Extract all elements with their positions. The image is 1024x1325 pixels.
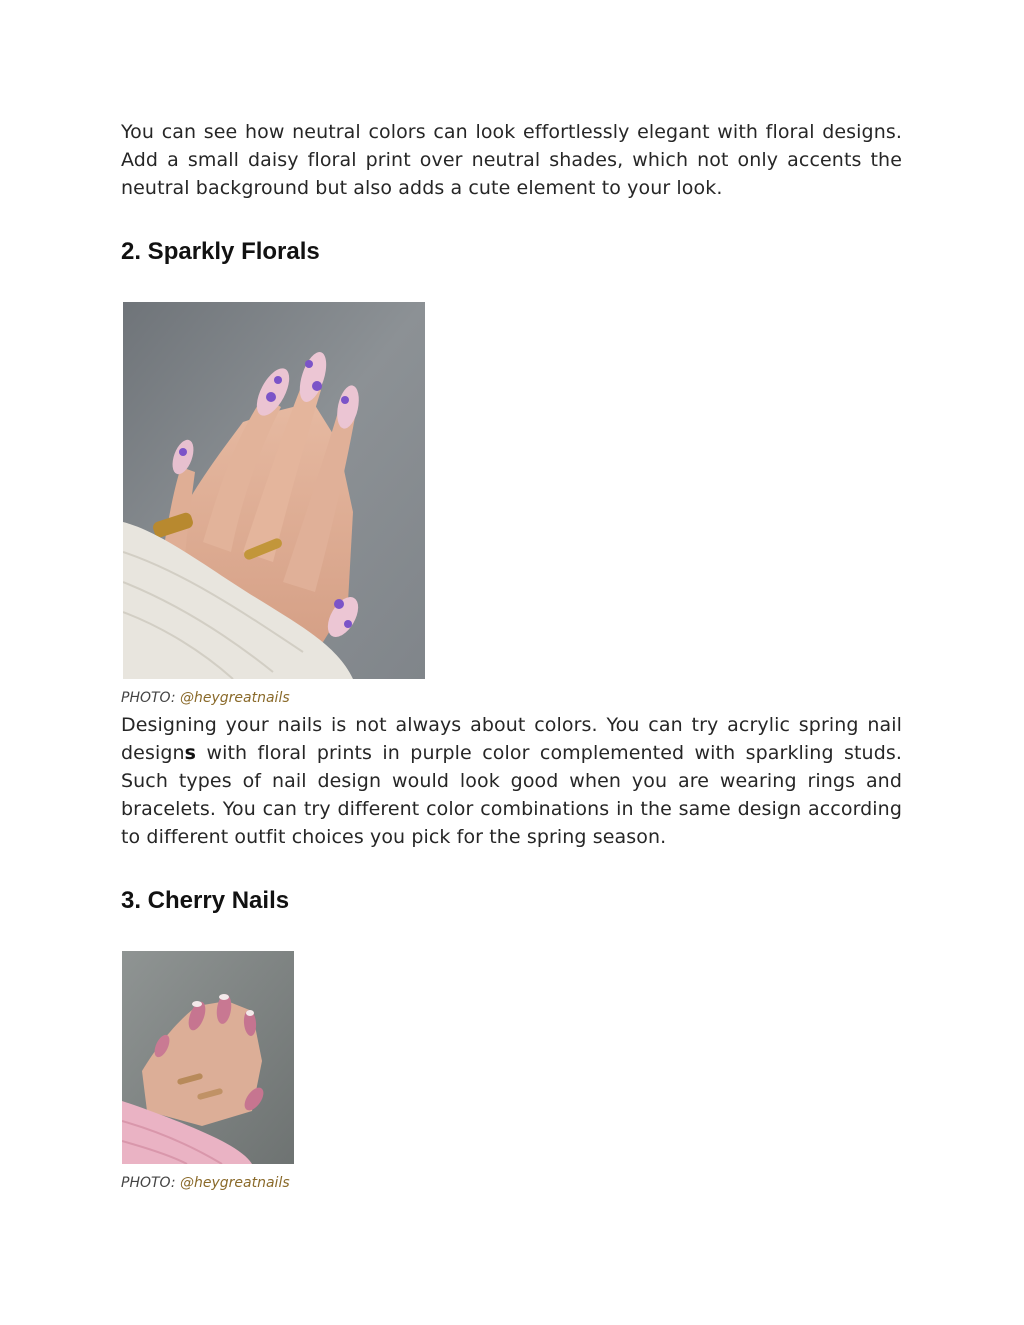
photo-label: PHOTO: [121,690,176,706]
paragraph-bold-text: s [184,742,197,764]
photo-credit-link[interactable]: @heygreatnails [180,690,290,706]
section-heading-cherry-nails: 3. Cherry Nails [121,887,290,914]
photo-label: PHOTO: [121,1175,176,1191]
sparkly-florals-paragraph [121,711,902,851]
section-heading-sparkly-florals: 2. Sparkly Florals [121,238,320,265]
paragraph-text: Designing your nails is not always about colors. You can try acrylic spring nail design [121,714,902,764]
article-content [121,118,902,1192]
photo-credit [121,689,902,707]
photo-credit-link[interactable]: @heygreatnails [180,1175,290,1191]
photo-credit [121,1174,902,1192]
paragraph-text: with floral prints in purple color complemented with sparkling studs. Such types of nail design would look good when you are wearing rings and bracelets. You can try different color combinations in the same design according to different outfit choices you pick for the spring season. [121,742,902,848]
intro-paragraph: You can see how neutral colors can look effortlessly elegant with floral designs. Add a small daisy floral print over neutral shades, which not only accents the neutral background but also adds a cute element to your look. [121,121,902,199]
sparkly-florals-nail-photo [123,302,425,679]
cherry-nails-photo [122,951,294,1164]
